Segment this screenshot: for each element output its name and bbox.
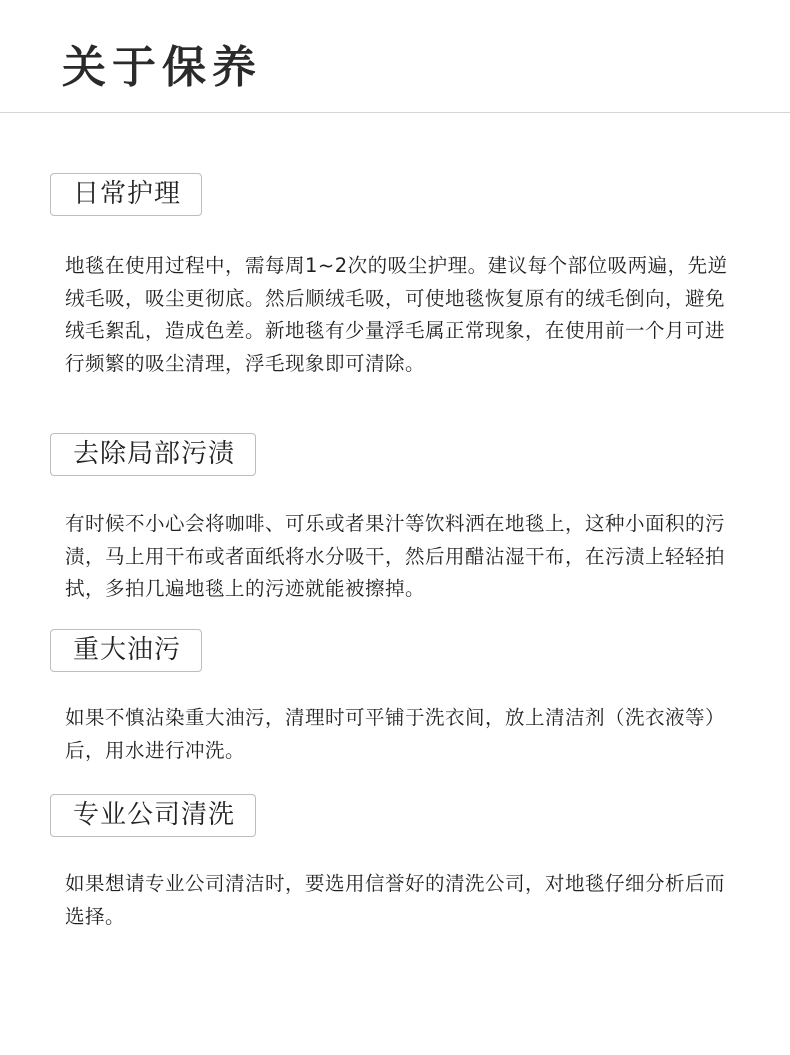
section-heading-heavy-oil: 重大油污 xyxy=(50,629,202,672)
section-body-stain-removal: 有时候不小心会将咖啡、可乐或者果汁等饮料洒在地毯上，这种小面积的污渍，马上用干布或者面纸将水分吸干，然后用醋沾湿干布，在污渍上轻轻拍拭，多拍几遍地毯上的污迹就能被擦掉。 xyxy=(65,512,726,600)
section-body-heavy-oil: 如果不慎沾染重大油污，清理时可平铺于洗衣间，放上清洁剂（洗衣液等）后，用水进行冲洗。 xyxy=(65,706,726,762)
section-body-professional-cleaning: 如果想请专业公司清洁时，要选用信誉好的清洗公司，对地毯仔细分析后而选择。 xyxy=(65,872,726,928)
section-heading-daily-care: 日常护理 xyxy=(50,173,202,216)
section-heading-professional-cleaning: 专业公司清洗 xyxy=(50,794,256,837)
page-title: 关于保养 xyxy=(62,42,262,93)
section-heading-stain-removal: 去除局部污渍 xyxy=(50,433,256,476)
section-body-daily-care: 地毯在使用过程中，需每周1~2次的吸尘护理。建议每个部位吸两遍，先逆绒毛吸，吸尘更彻底。然后顺绒毛吸，可使地毯恢复原有的绒毛倒向，避免绒毛絮乱，造成色差。新地毯有少量浮毛属正常现象，在使用前一个月可进行频繁的吸尘清理，浮毛现象即可清除。 xyxy=(65,254,728,375)
title-divider xyxy=(0,112,790,113)
